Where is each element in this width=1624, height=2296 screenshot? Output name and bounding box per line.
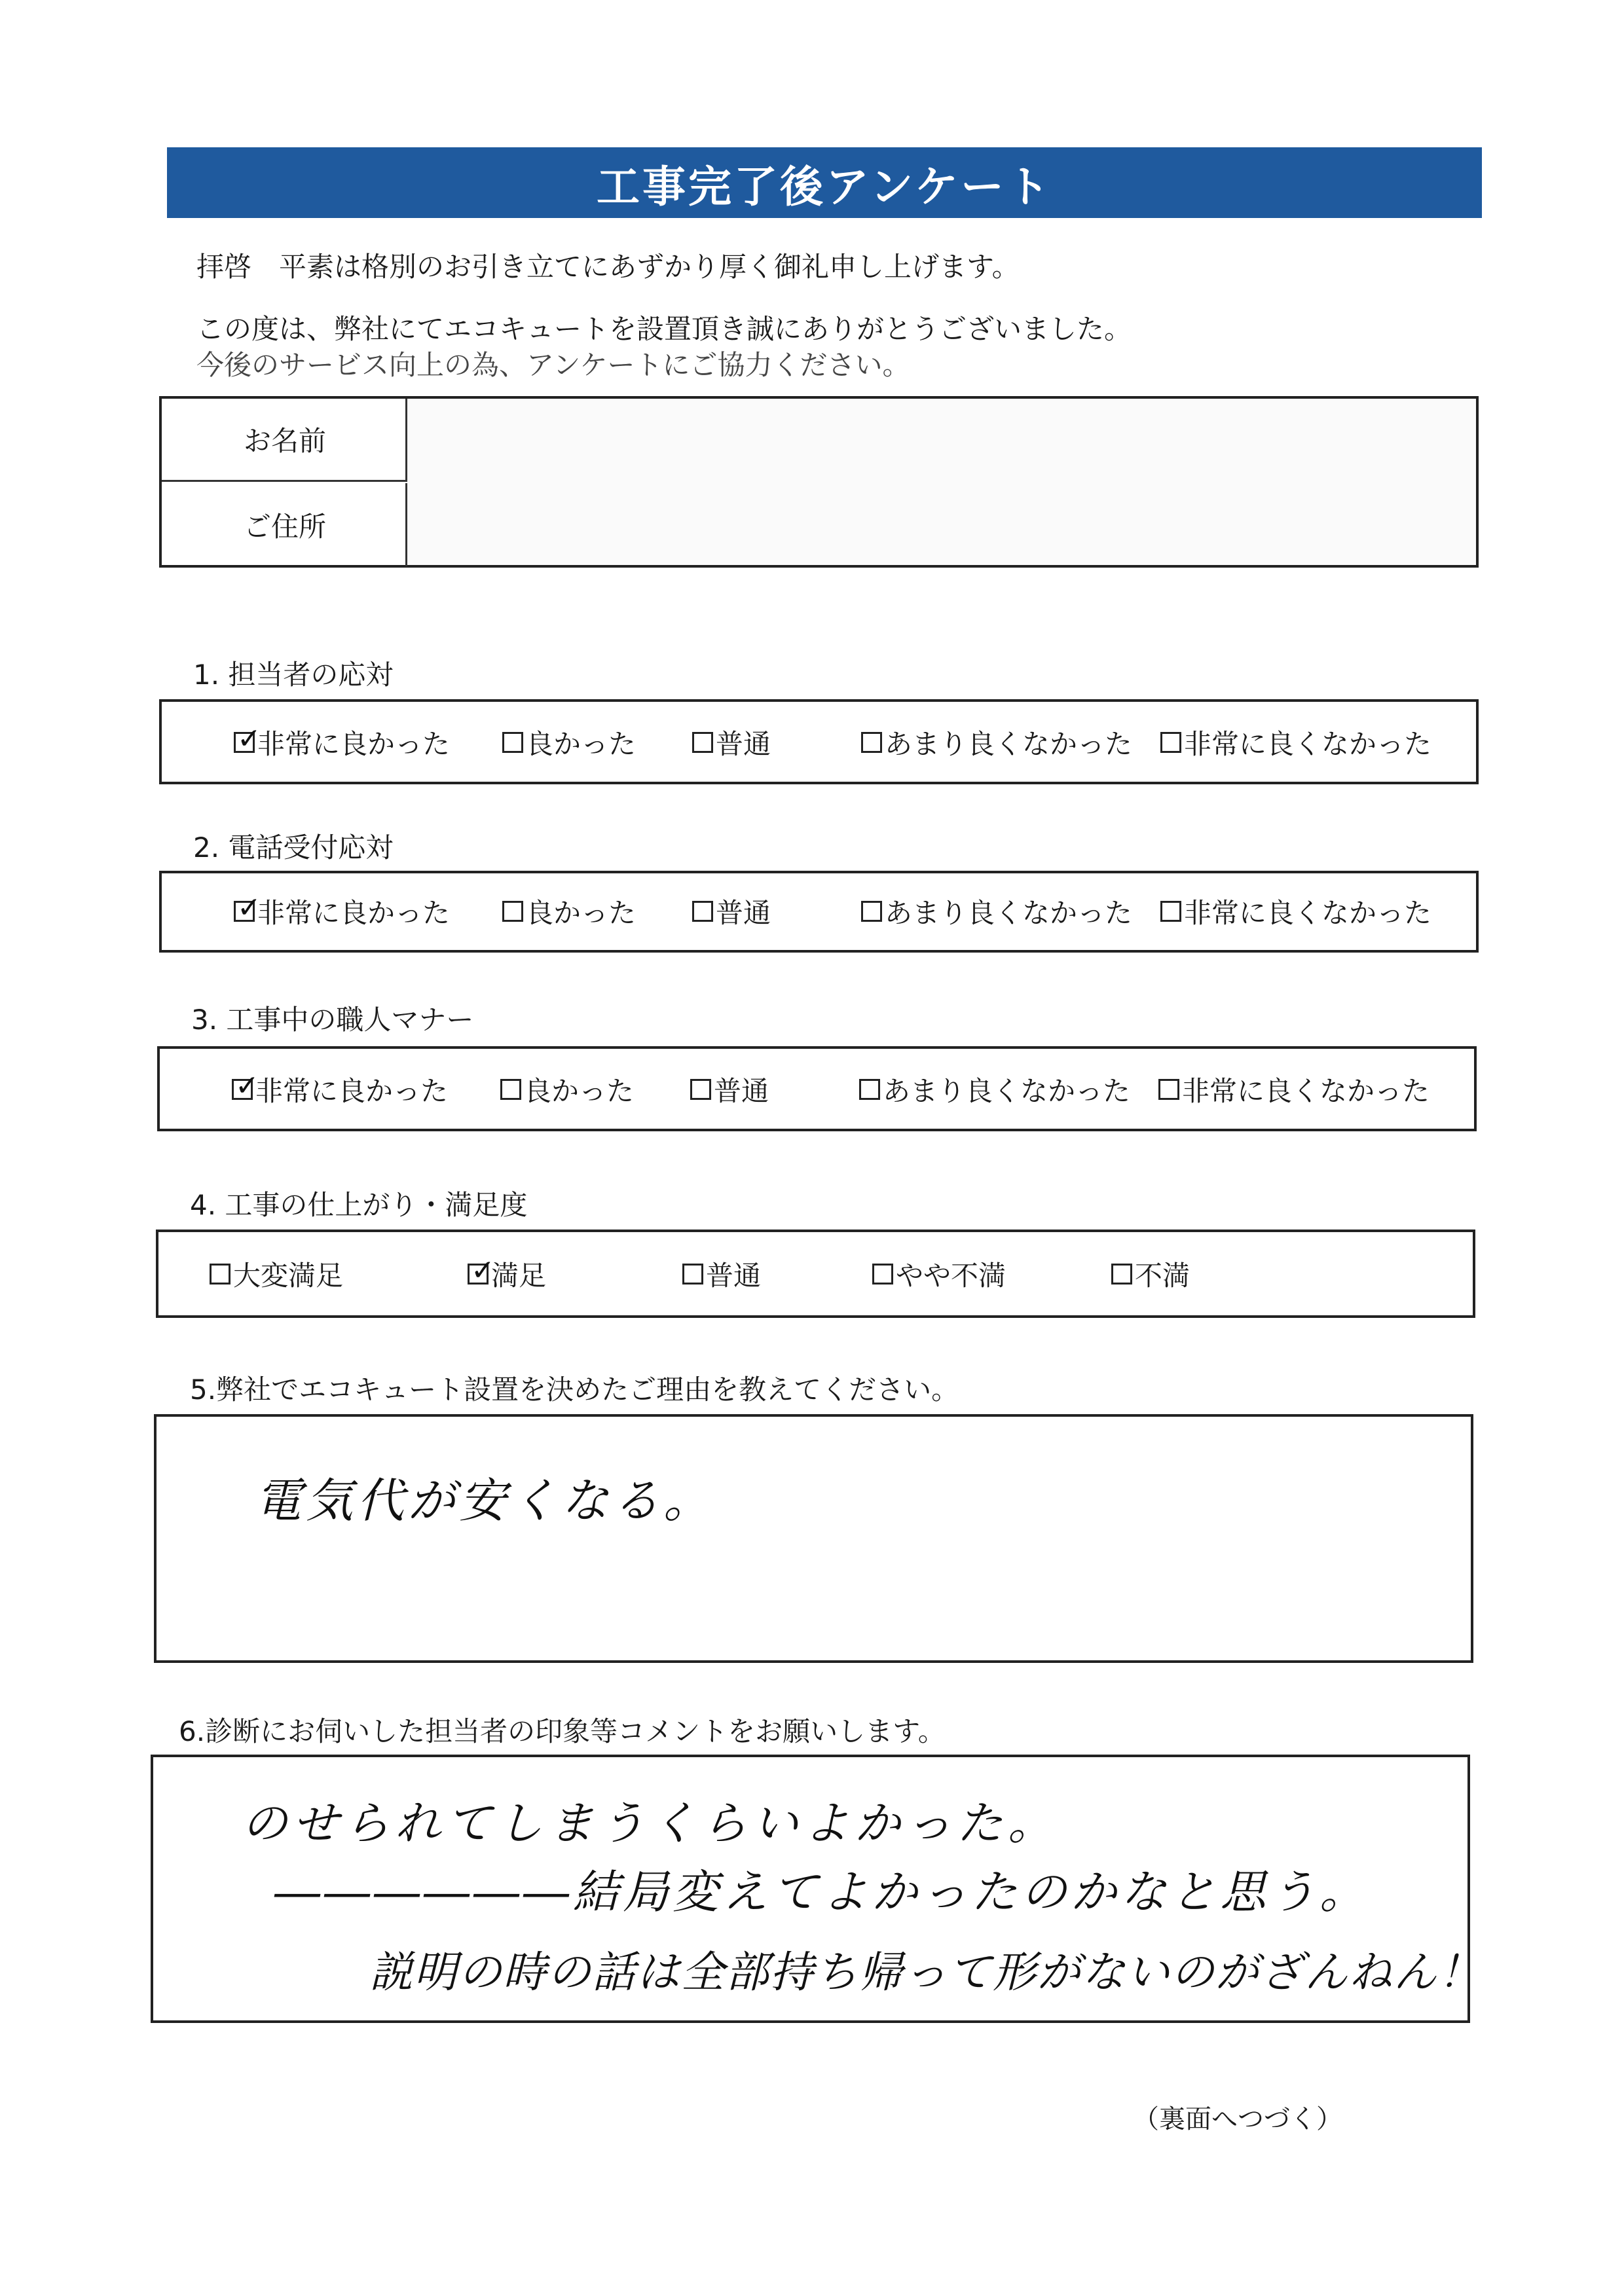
question-4-options — [156, 1230, 1475, 1318]
q4-option-2[interactable]: ✓ 満足 — [468, 1254, 546, 1294]
q4-option-4[interactable]: やや不満 — [872, 1254, 1006, 1294]
checkbox-icon[interactable] — [1158, 1079, 1179, 1100]
checkbox-icon[interactable] — [1111, 1264, 1132, 1285]
survey-title: 工事完了後アンケート — [596, 161, 1053, 212]
question-3-title: 3. 工事中の職人マナー — [191, 1004, 474, 1036]
greeting-line: 拝啓 平素は格別のお引き立てにあずかり厚く御礼申し上げます。 — [196, 251, 1020, 283]
checkbox-icon[interactable] — [692, 901, 713, 922]
question-2-options — [159, 871, 1479, 953]
checkbox-icon[interactable] — [690, 1079, 711, 1100]
q1-option-2[interactable]: 良かった — [502, 723, 636, 762]
q4-option-3[interactable]: 普通 — [682, 1254, 761, 1294]
checkbox-icon[interactable] — [859, 1079, 880, 1100]
checkbox-icon[interactable] — [861, 901, 882, 922]
thanks-line: この度は、弊社にてエコキュートを設置頂き誠にありがとうございました。 — [196, 313, 1132, 345]
q4-option-5[interactable]: 不満 — [1111, 1254, 1190, 1294]
q2-option-4[interactable]: あまり良くなかった — [861, 892, 1132, 931]
checkbox-icon[interactable] — [502, 732, 523, 753]
q1-option-4[interactable]: あまり良くなかった — [861, 723, 1132, 762]
customer-info-table — [159, 396, 1479, 568]
question-6-answer-line-3: 説明の時の話は全部持ち帰って形がないのがざんねん！ — [369, 1947, 1483, 1997]
q4-option-1[interactable]: 大変満足 — [210, 1254, 343, 1294]
q1-option-5[interactable]: 非常に良くなかった — [1160, 723, 1431, 762]
checkbox-icon[interactable] — [692, 732, 713, 753]
q3-option-5[interactable]: 非常に良くなかった — [1158, 1070, 1430, 1109]
q3-option-2[interactable]: 良かった — [500, 1070, 634, 1109]
address-label: ご住所 — [162, 483, 407, 566]
question-6-answer-line-2: ――――――結局変えてよかったのかなと思う。 — [274, 1865, 1369, 1919]
q2-option-2[interactable]: 良かった — [502, 892, 636, 931]
checkbox-icon[interactable] — [682, 1264, 703, 1285]
checkbox-icon[interactable] — [872, 1264, 893, 1285]
question-1-title: 1. 担当者の応対 — [193, 659, 394, 691]
question-5-handwritten-answer: 電気代が安くなる。 — [255, 1473, 715, 1528]
q3-option-4[interactable]: あまり良くなかった — [859, 1070, 1130, 1109]
question-1-options — [159, 699, 1479, 784]
question-2-title: 2. 電話受付応対 — [193, 831, 394, 864]
checkbox-icon[interactable] — [1160, 732, 1181, 753]
name-label: お名前 — [162, 399, 407, 482]
checkbox-icon[interactable] — [1160, 901, 1181, 922]
question-5-title: 5.弊社でエコキュート設置を決めたご理由を教えてください。 — [190, 1374, 959, 1406]
checkbox-icon[interactable] — [500, 1079, 521, 1100]
checkbox-checked-icon[interactable] — [234, 732, 255, 753]
question-4-title: 4. 工事の仕上がり・満足度 — [190, 1189, 528, 1221]
checkbox-icon[interactable] — [861, 732, 882, 753]
request-line: 今後のサービス向上の為、アンケートにご協力ください。 — [196, 349, 910, 381]
checkbox-checked-icon[interactable] — [232, 1079, 253, 1100]
q2-option-1[interactable]: ✓ 非常に良かった — [234, 892, 450, 931]
checkbox-icon[interactable] — [502, 901, 523, 922]
checkbox-checked-icon[interactable] — [468, 1264, 489, 1285]
q1-option-1[interactable]: ✓ 非常に良かった — [234, 723, 450, 762]
q1-option-3[interactable]: 普通 — [692, 723, 771, 762]
question-6-title: 6.診断にお伺いした担当者の印象等コメントをお願いします。 — [179, 1715, 946, 1747]
question-6-answer-box[interactable] — [151, 1755, 1483, 2023]
survey-title-banner — [167, 147, 1482, 218]
checkbox-checked-icon[interactable] — [234, 901, 255, 922]
redacted-customer-info — [407, 399, 1476, 565]
checkbox-icon[interactable] — [210, 1264, 231, 1285]
q2-option-3[interactable]: 普通 — [692, 892, 771, 931]
question-6-answer-line-1: のせられてしまうくらいよかった。 — [242, 1796, 1059, 1850]
continued-on-back-note: （裏面へつづく） — [1133, 2104, 1342, 2134]
q3-option-3[interactable]: 普通 — [690, 1070, 769, 1109]
question-5-answer-box[interactable] — [154, 1414, 1473, 1663]
q3-option-1[interactable]: ✓ 非常に良かった — [232, 1070, 448, 1109]
q2-option-5[interactable]: 非常に良くなかった — [1160, 892, 1431, 931]
question-3-options — [157, 1046, 1477, 1131]
